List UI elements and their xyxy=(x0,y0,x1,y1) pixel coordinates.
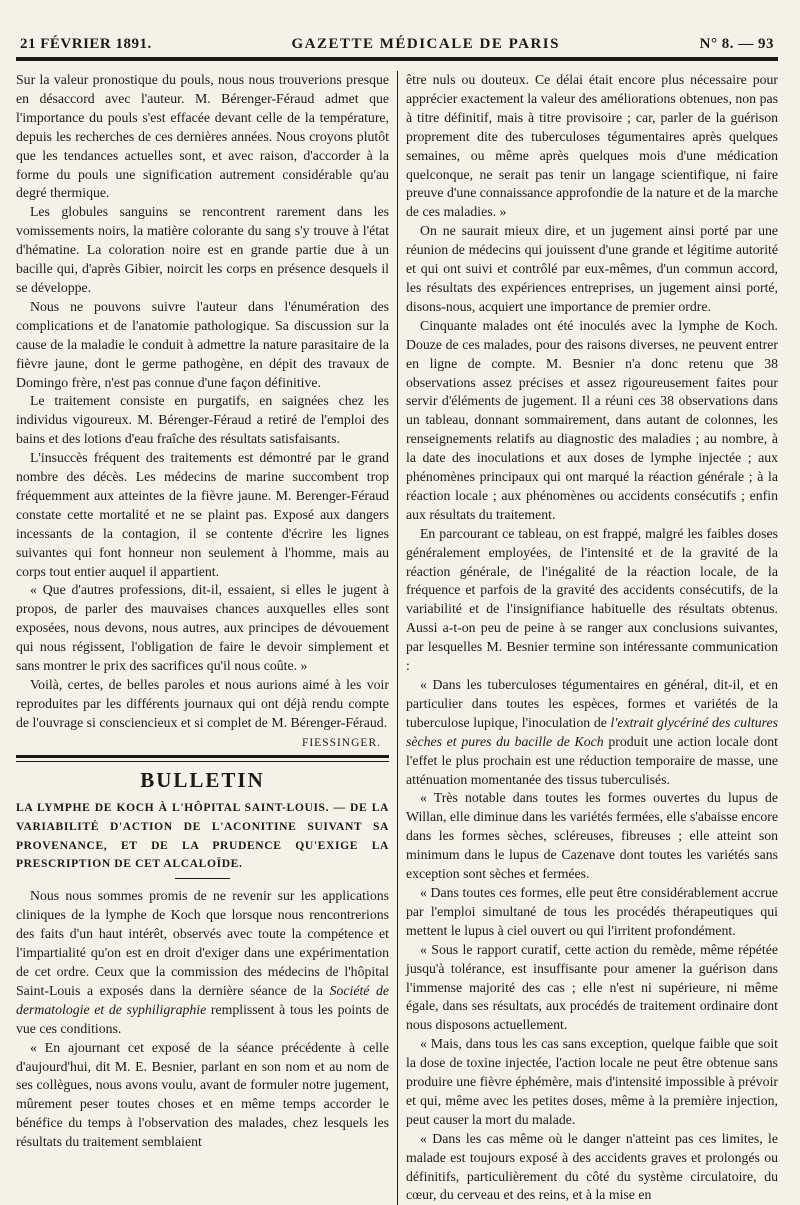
paragraph: L'insuccès fréquent des traitements est démontré par le grand nombre des décès. Les médecins de marine succombent trop fréquemment aux atteintes de la fièvre jaune. M. Berenger-Féraud constate cette mortalité et ne se plaint pas. Exposé aux dangers incessants de la contagion, il se contente d'écrire les lignes suivantes qui font honneur non seulement à l'homme, mais au corps tout entier auquel il appartient. xyxy=(16,450,389,579)
section-divider xyxy=(16,755,389,762)
paragraph: Nous ne pouvons suivre l'auteur dans l'énumération des complications et de l'anatomie pathologique. Sa discussion sur la cause de la maladie le conduit à admettre la nature parasitaire de la fièvre jaune, dont le germe pathogène, en dépit des travaux de Domingo frère, n'est pas connue d'une façon définitive. xyxy=(16,298,389,390)
paragraph: Le traitement consiste en purgatifs, en saignées chez les individus vigoureux. M. Bérenger-Féraud a retiré de l'emploi des bains et des lotions d'eau fraîche des résultats satisfaisants. xyxy=(16,393,389,447)
bulletin-subtitle-text: LA LYMPHE DE KOCH À L'HÔPITAL SAINT-LOUIS. — DE LA VARIABILITÉ D'ACTION DE L'ACONITINE SUIVANT SA PROVENANCE, ET DE LA PRUDENCE QU'EXIGE LA PRESCRIPTION DE CET ALCALOÏDE. xyxy=(16,800,389,871)
text-columns xyxy=(16,71,778,1205)
short-divider xyxy=(175,878,230,879)
paragraph: « Dans les cas même où le danger n'atteint pas ces limites, le malade est toujours exposé à des accidents graves et prolongés ou définitifs, particulièrement du côté du système circulatoire, du cœur, du cerveau et des reins, et à la mise en xyxy=(406,1130,778,1203)
page-header xyxy=(16,36,778,61)
paragraph: Cinquante malades ont été inoculés avec la lymphe de Koch. Douze de ces malades, pour des raisons diverses, ne peuvent entrer en ligne de compte. M. Besnier n'a donc retenu que 38 observations assez précises et assez rigoureusement faites pour servir d'éléments de jugement. Il a réuni ces 38 observations dans un tableau, donnant sommairement, dans autant de colonnes, les renseignements relatifs au diagnostic des maladies ; au nombre, à la date des inoculations et aux doses de lymphe injectée ; aux phénomènes principaux qui ont marqué la réaction générale ; à la réaction locale ; aux phénomènes ou accidents consécutifs ; enfin aux résultats du traitement. xyxy=(406,317,778,522)
text-run: « Dans les tuberculoses tégumentaires en général, dit-il, et en particulier dans toutes les espèces, formes et variétés de la tuberculose lupique, l'inoculation de xyxy=(406,677,778,730)
italic-phrase: l'extrait glycériné des cultures sèches et pures du bacille de Koch xyxy=(406,714,778,749)
header-issue: N° 8. — 93 xyxy=(699,36,774,52)
text-run: remplissent à tous les points de vue ces conditions. xyxy=(16,1001,389,1036)
header-title: GAZETTE MÉDICALE DE PARIS xyxy=(291,36,560,52)
text-run: Nous nous sommes promis de ne revenir sur les applications cliniques de la lymphe de Koch que lorsque nous rencontrerions des faits d'un haut intérêt, observés avec toute la compétence et l'impartialité qu'on est en droit d'exiger dans une expérimentation de cet ordre. Ceux que la commission des médecins de l'hôpital Saint-Louis a exposés dans la dernière séance de la xyxy=(16,888,389,998)
journal-title: Société de dermatologie et de syphiligraphie xyxy=(16,982,389,1017)
text-run: produit une action locale dont l'effet le plus prochain est une réduction temporaire de masse, une atténuation momentanée des tissus tuberculisés. xyxy=(406,733,779,787)
paragraph: « En ajournant cet exposé de la séance précédente à celle d'aujourd'hui, dit M. E. Besnier, parlant en son nom et au nom de ses collègues, nous avons voulu, avant de formuler notre jugement, mûrement peser toutes choses et en même temps accorder le bénéfice du temps à l'observation des malades, chez lesquels les résultats du traitement semblaient xyxy=(16,1039,389,1150)
paragraph xyxy=(16,887,389,1038)
paragraph: Les globules sanguins se rencontrent rarement dans les vomissements noirs, la matière colorante du sang s'y trouve à l'état d'hématine. La coloration noire est en grande partie due à un bacille qui, d'après Gibier, noircit les corps en présence desquels il se développe. xyxy=(16,204,389,295)
right-column xyxy=(397,71,778,1205)
header-date: 21 FÉVRIER 1891. xyxy=(20,36,152,52)
paragraph: « Sous le rapport curatif, cette action du remède, même répétée jusqu'à tolérance, est insuffisante pour amener la guérison dans l'immense majorité des cas ; elle n'est ni supérieure, ni même égale, dans ses résultats, aux procédés de traitement ordinaire dont nous disposons actuellement. xyxy=(406,941,778,1033)
paragraph: Sur la valeur pronostique du pouls, nous nous trouverions presque en désaccord avec l'auteur. M. Bérenger-Féraud admet que l'importance du pouls s'est effacée devant celle de la température, depuis les recherches de ces dernières années. Nous croyons plutôt que les tendances actuelles sont, et avec raison, d'accorder à la forme du pouls une signification autrement considérable qu'au degré thermique. xyxy=(16,72,389,201)
author-signature: FIESSINGER. xyxy=(301,736,381,749)
paragraph: « Dans toutes ces formes, elle peut être considérablement accrue par l'emploi simultané de tous les procédés thérapeutiques qui mettent le lupus à ciel ouvert ou qui l'irritent profondément. xyxy=(406,884,778,938)
paragraph: être nuls ou douteux. Ce délai était encore plus nécessaire pour apprécier exactement la valeur des améliorations obtenues, non pas à titre définitif, mais à titre provisoire ; car, parler de la guérison proprement dite des tuberculoses tégumentaires après quelques semaines, ou même après quelques mois d'une médication quelconque, ne serait pas tenir un langage scientifique, ni faire preuve d'une connaissance approfondie de la nature et de la marche de ces maladies. » xyxy=(406,72,778,220)
bulletin-heading: BULLETIN xyxy=(140,767,265,792)
paragraph: En parcourant ce tableau, on est frappé, malgré les faibles doses généralement employées, de l'intensité et de la gravité de la réaction générale, de l'inégalité de la réaction locale, de la fréquence et parfois de la gravité des accidents consécutifs, de la variabilité et de l'insignifiance habituelle des résultats obtenus. Aussi a-t-on peu de peine à se ranger aux conclusions suivantes, par lesquelles M. Besnier termine son intéressante communication : xyxy=(406,525,778,674)
bulletin-subtitle xyxy=(16,799,389,880)
paragraph: « Très notable dans toutes les formes ouvertes du lupus de Willan, elle diminue dans les variétés fermées, elle s'abaisse encore dans les formes sèches, scléreuses, fibreuses ; elle atteint son minimum dans le lupus de Cazenave dont toutes les variétés sans exception sont sèches et fermées. xyxy=(406,790,778,882)
paragraph: « Que d'autres professions, dit-il, essaient, si elles le jugent à propos, de parler des mauvaises chances auxquelles elles sont exposées, nous devons, nous autres, aux principes de dévouement qui nous régissent, l'obligation de faire le devoir simplement et sans montrer le prix des sacrifices qu'il nous coûte. » xyxy=(16,582,389,674)
left-column xyxy=(16,71,397,1205)
paragraph xyxy=(406,676,778,789)
paragraph: « Mais, dans tous les cas sans exception, quelque faible que soit la dose de toxine injectée, l'action locale ne peut être obtenue sans produire une fièvre éphémère, mais d'intensité impossible à prévoir et qui, même avec les petites doses, même à la première injection, peut causer la mort du malade. xyxy=(406,1036,778,1127)
paragraph: Voilà, certes, de belles paroles et nous aurions aimé à les voir reproduites par les différents journaux qui ont déjà rendu compte de l'ouvrage si consciencieux et si complet de M. Bérenger-Féraud. xyxy=(16,677,389,730)
paragraph: On ne saurait mieux dire, et un jugement ainsi porté par une réunion de médecins qui jouissent d'une grande et légitime autorité et qui ont suivi et contrôlé par eux-mêmes, d'un commun accord, les résultats des expériences entreprises, un jugement ainsi porté, disons-nous, acquiert une importance de premier ordre. xyxy=(406,223,778,314)
